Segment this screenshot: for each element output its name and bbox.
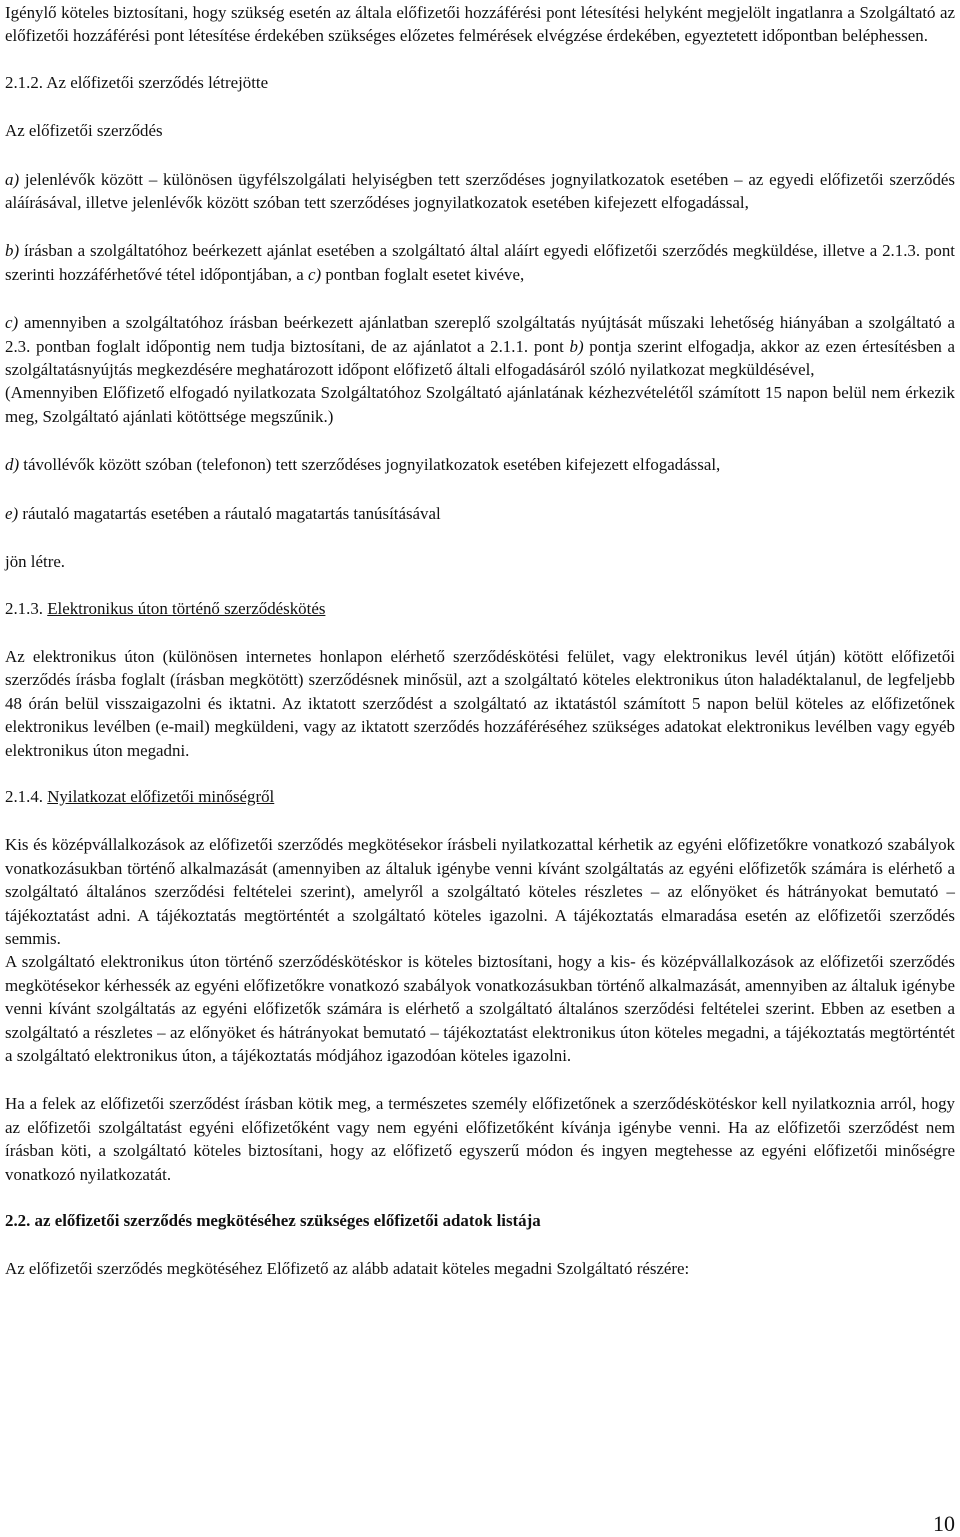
list-text-c-part1: amennyiben a szolgáltatóhoz írásban beérkezett ajánlatban szereplő szolgáltatás nyújtását műszaki lehetőség hiányában a szolgáltató a 2.3. pontban foglalt időpontig nem tudja biztosítani, de az ajánlatot a 2.1.1. pont [5,313,955,356]
paragraph-closing: jön létre. [5,552,66,572]
list-marker-d: d) [5,455,20,475]
page-number: 10 [933,1511,955,1536]
list-text-d: távollévők között szóban (telefonon) tett szerződéses jognyilatkozatok esetében kifejezett elfogadással, [19,455,721,475]
section-heading-2-1-2: 2.1.2. Az előfizetői szerződés létrejötte [5,72,269,92]
list-ref-c: b) [569,336,584,356]
section-heading-2-1-3 [5,597,955,620]
list-text-b-part2: pontban foglalt esetet kivéve, [321,264,525,284]
section-heading-2-1-4 [5,785,955,808]
list-item-e [5,502,955,525]
paragraph-sme-declaration: Kis és középvállalkozások az előfizetői szerződés megkötésekor írásbeli nyilatkozattal kérhetik az egyéni előfizetőkre vonatkozó szabályok vonatkozásukban történő alkalmazását (amennyiben az általuk igénybe venni kívánt szolgáltatás az egyéni előfizetők számára is elérhető a szolgáltató általános szerződési feltételei szerint), amelyről a szolgáltató köteles részletes – az előnyöket és hátrányokat bemutató – tájékoztatást adni. A tájékoztatás megtörténtét a szolgáltató köteles igazolni. A tájékoztatás elmaradása esetén az előfizetői szerződés semmis. [5,835,955,948]
paragraph-sme-electronic: A szolgáltató elektronikus úton történő szerződéskötéskor is köteles biztosítani, hogy a kis- és középvállalkozások az előfizetői szerződés megkötésekor kérhessék az egyéni előfizetőkre vonatkozó szabályok vonatkozásukban történő alkalmazását, amennyiben az általuk igénybe venni kívánt szolgáltatás az egyéni előfizetők számára is elérhető a szolgáltató általános szerződési feltételei szerint. Ebben az esetben a szolgáltató a részletes – az előnyöket és hátrányokat bemutató – tájékoztatást elektronikus úton köteles megadni, a tájékoztatás megtörténtét a szolgáltató elektronikus úton, a tájékoztatás módjához igazodóan köteles igazolni. [5,952,955,1065]
list-marker-e: e) [5,503,19,523]
paragraph-contract-intro: Az előfizetői szerződés [5,121,163,141]
section-number-2-1-4: 2.1.4. [5,786,48,806]
list-item-c [5,311,955,381]
list-item-a [5,168,955,215]
list-marker-c: c) [5,313,19,333]
list-text-b-part1: írásban a szolgáltatóhoz beérkezett ajánlat esetében a szolgáltató által aláírt egyedi előfizetői szerződés megküldése, illetve a 2.1.3. pont szerinti hozzáférhetővé tétel időpontjában, a [5,241,955,284]
list-item-d [5,453,955,476]
paragraph-site-access: Igénylő köteles biztosítani, hogy szükség esetén az általa előfizetői hozzáférési pont létesítési helyként megjelölt ingatlanra a Szolgáltató az előfizetői hozzáférési pont létesítése érdekében szükséges előzetes felmérések elvégzése érdekében, egyeztetett időpontban beléphessen. [5,3,955,46]
section-heading-2-2: 2.2. az előfizetői szerződés megkötéséhez szükséges előfizetői adatok listája [5,1211,541,1231]
list-item-b [5,239,955,286]
section-title-2-1-3: Elektronikus úton történő szerződéskötés [47,598,326,618]
section-title-2-1-4: Nyilatkozat előfizetői minőségről [47,786,275,806]
document-page [5,1,955,1281]
list-text-e: ráutaló magatartás esetében a ráutaló magatartás tanúsításával [18,503,441,523]
section-number-2-1-3: 2.1.3. [5,598,48,618]
list-text-c-part2: pontja szerint elfogadja, akkor az ezen értesítésben a szolgáltatásnyújtás megkezdésére meghatározott időpont előfizető általi elfogadásáról szóló nyilatkozat megküldésével, [5,336,955,380]
list-item-c-note: (Amennyiben Előfizető elfogadó nyilatkozata Szolgáltatóhoz Szolgáltató ajánlatának kézhezvételétől számított 15 napon belül nem érkezik meg, Szolgáltató ajánlati kötöttsége megszűnik.) [5,383,955,426]
paragraph-natural-person-declaration: Ha a felek az előfizetői szerződést írásban kötik meg, a természetes személy előfizetőnek a szerződéskötéskor kell nyilatkoznia arról, hogy az előfizetői szolgáltatást egyéni előfizetőként vagy nem egyéni előfizetőként kívánja igénybe venni. Ha az előfizetői szerződést nem írásban köti, a szolgáltató köteles biztosítani, hogy az előfizető egyszerű módon és ingyen megtehesse az egyéni előfizetői minőségre vonatkozó nyilatkozatát. [5,1094,955,1184]
list-text-a: jelenlévők között – különösen ügyfélszolgálati helyiségben tett szerződéses jognyilatkozatok esetében – az egyedi előfizetői szerződés aláírásával, illetve jelenlévők között szóban tett szerződéses jognyilatkozatok esetében kifejezett elfogadással, [5,169,955,213]
paragraph-electronic-contract: Az elektronikus úton (különösen internetes honlapon elérhető szerződéskötési felület, vagy elektronikus levél útján) kötött előfizetői szerződés írásba foglalt (írásban megkötött) szerződésnek minősül, azt a szolgáltató köteles elektronikus úton haladéktalanul, de legfeljebb 48 órán belül visszaigazolni és iktatni. Az iktatott szerződést a szolgáltató az iktatástól számított 5 napon belül köteles az előfizetőnek elektronikus levélben (e-mail) megküldeni, vagy az iktatott szerződés hozzáféréséhez szükséges adatokat elektronikus levélben vagy egyéb elektronikus úton megadni. [5,646,955,760]
list-marker-b: b) [5,241,20,261]
list-ref-b: c) [307,264,322,284]
list-marker-a: a) [5,169,20,189]
paragraph-subscriber-data: Az előfizetői szerződés megkötéséhez Előfizető az alább adatait köteles megadni Szolgáltató részére: [5,1259,690,1279]
